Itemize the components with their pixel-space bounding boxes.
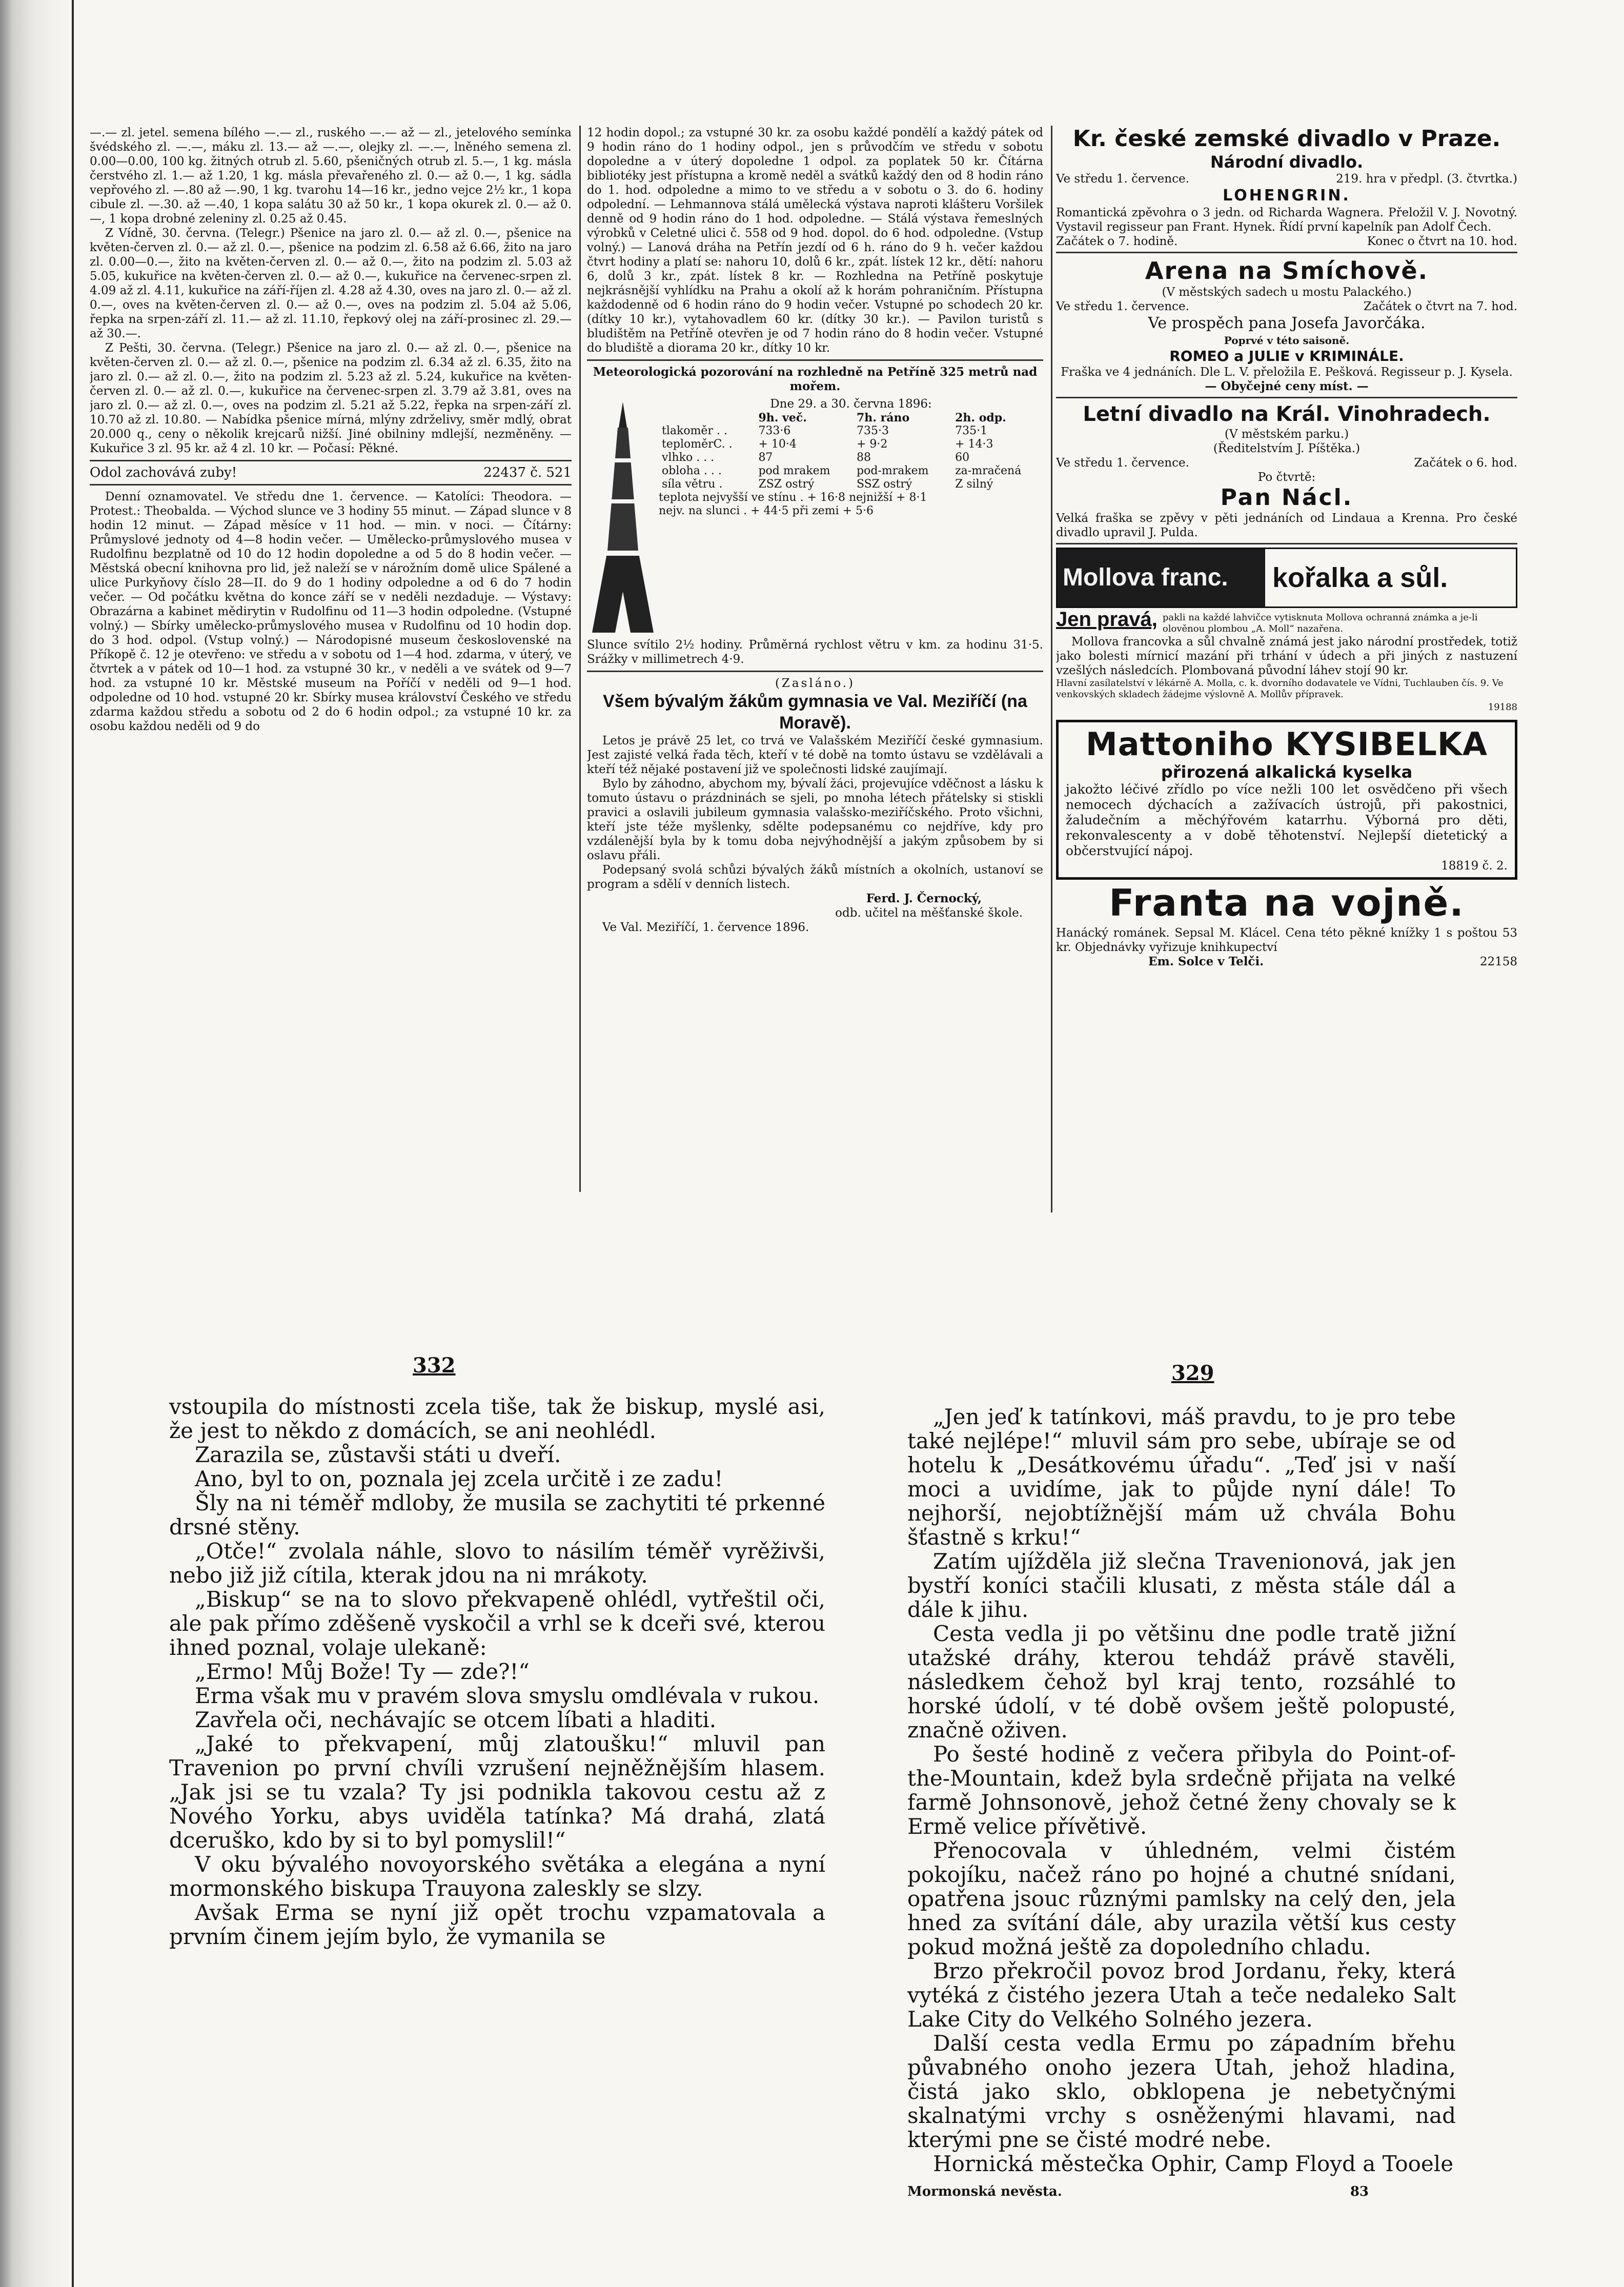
odol-ad xyxy=(90,466,572,480)
franta-firm: Em. Solce v Telči. xyxy=(1148,955,1264,968)
moll-banner-light: kořalka a sůl. xyxy=(1272,562,1448,593)
mattoni-subtitle: přirozená alkalická kyselka xyxy=(1161,762,1413,782)
book-paragraph: Šly na ni téměř mdloby, že musila se zachytiti té prkenné drsné stěny. xyxy=(169,1490,825,1540)
meteo-cell: 60 xyxy=(955,451,970,464)
column-rule xyxy=(579,126,581,1192)
summer-theater-description: Velká fraška se zpěvy v pěti jednáních od Lindaua a Krenna. Pro české divadlo upravil J. Pulda. xyxy=(1056,512,1517,539)
divider xyxy=(587,359,1043,361)
market-prices-paragraph: —.— zl. jetel. semena bílého —.— zl., ruského —.— až — zl., jetelového semínka švédského zl. —.—, máku zl. 13.— až —.—, olejky zl. —.—, lněného semena zl. 0.00—0.00, 100 kg. žitných otrub zl. 5.60, pšeničných otrub zl. 5.—, 1 kg. másla čerstvého zl. 1.— až 1.20, 1 kg. másla převařeného zl. 0.— až 0.—, 1 kg. sádla vepřového zl. —.80 až —.90, 1 kg. tvarohu 14—16 kr., jedno vejce 2½ kr., 1 kopa cibule zl. —.30. až —.40, 1 kopa salátu 30 až 50 kr., 1 kopa okurek zl. 0.— až 0.—, 1 kopa drobné zeleniny zl. 0.25 až 0.45. xyxy=(90,126,572,226)
meteo-sunshine-note: Slunce svítilo 2½ hodiny. Průměrná rychlost větru v km. za hodinu 31·5. Srážky v millimetrech 4·9. xyxy=(587,638,1043,666)
franta-footer xyxy=(1056,955,1517,969)
gymnasium-title: Všem bývalým žákům gymnasia ve Val. Meziříčí (na Moravě). xyxy=(603,692,1027,733)
meteo-title: Meteorologická pozorování na rozhledně na Petříně 325 metrů nad mořem. xyxy=(593,365,1038,393)
book-right-page xyxy=(907,1405,1456,2204)
book-left-page-number: 332 xyxy=(413,1353,456,1378)
book-paragraph: V oku bývalého novoyorského světáka a elegána a nyní mormonského biskupa Trauyona zalesklу se slzy. xyxy=(169,1852,825,1901)
gymnasium-place-date: Ve Val. Meziříčí, 1. července 1896. xyxy=(602,921,809,934)
arena-date: Ve středu 1. července. xyxy=(1056,300,1189,313)
moll-genuine-label: Jen pravá, xyxy=(1056,608,1158,631)
moll-number: 19188 xyxy=(1488,702,1517,713)
book-right-page-number: 329 xyxy=(1171,1361,1214,1385)
franta-number: 22158 xyxy=(1479,955,1517,968)
meteo-date: Dne 29. a 30. června 1896: xyxy=(770,397,932,411)
gymnasium-paragraph-3: Podepsaný svolá schůzi bývalých žáků místních a okolních, ustanoví se program a sdělí v denních listech. xyxy=(587,863,1043,891)
theater-ads-column xyxy=(1056,126,1517,969)
pest-market-paragraph: Z Pešti, 30. června. (Telegr.) Pšenice na jaro zl. 0.— až zl. 0.—, pšenice na květen-červen zl. 0.— až zl. 0.—, pšenice na podzim zl. 6.34 až zl. 6.35, žito na jaro zl. 0.— až zl. 0.—, žito na podzim zl. 5.23 až zl. 5.24, kukuřice na květen-červen zl. 0.— až zl. 0.—, kukuřice na červenec-srpen zl. 3.79 až 3.81, oves na jaro zl. 0.— až zl. 0.—, oves na podzim zl. 5.21 až 5.22, řepka na srpen-září zl. 10.70 až zl. 10.80. — Nabídka pšenice mírná, mlýny zdrželivy, směr mdlý, obrat 20.000 q., ceny o několik krejcarů nižší. Jiné obilniny mdlejší, nezměněny. — Kukuřice 3 zl. 95 kr. až 4 zl. 10 kr. — Počasí: Pěkné. xyxy=(90,341,572,455)
divider xyxy=(1056,397,1517,398)
moll-depot: Hlavní zasílatelství v lékárně A. Molla, c. k. dvorního dodavatele ve Vídni, Tuchlauben čís. 9. Ve venkovských skladech žádejme výslovně A. Mollův přípravek. xyxy=(1056,678,1504,700)
national-theater-description: Romantická zpěvohra o 3 jedn. od Richarda Wagnera. Přeložil V. J. Novotný. Vystavil regisseur pan Frant. Hynek. Řídí první kapelník pan Adolf Čech. xyxy=(1056,206,1517,234)
franta-title: Franta na vojně. xyxy=(1109,881,1465,924)
book-paragraph: Hornická městečka Ophir, Camp Floyd a Tooele xyxy=(933,2151,1454,2176)
divider xyxy=(1056,252,1517,253)
national-theater-date-row xyxy=(1056,172,1517,186)
book-signature-number: 83 xyxy=(1350,2184,1369,2199)
meteo-cell: 87 xyxy=(758,451,773,464)
arena-start: Začátek o čtvrt na 7. hod. xyxy=(1364,300,1517,313)
scan-binding-line xyxy=(72,0,74,2287)
vienna-market-paragraph: Z Vídně, 30. června. (Telegr.) Pšenice na jaro zl. 0.— až zl. 0.—, pšenice na květen-červen zl. 0.— až zl. 0.—, pšenice na podzim zl. 6.58 až 6.66, žito na jaro zl. 0.00—0.—, žito na květen-červen zl. 0.— až 0.—, žito na podzim zl. 5.03 až 5.05, kukuřice na květen-červen zl. 0.— až 0.—, kukuřice na červenec-srpen zl. 4.09 až zl. 4.11, kukuřice na září-říjen zl. 4.28 až 4.30, oves na jaro zl. 0.— až zl. 0.—, oves na květen-červen zl. 0.— až 0.—, oves na podzim zl. 5.04 až 5.06, řepka na srpen-září zl. 11.— až zl. 11.10, řepkový olej na září-prosinec zl. 29.— až 30.—. xyxy=(90,227,572,340)
market-report-column xyxy=(90,126,572,734)
national-theater-title: Kr. české zemské divadlo v Praze. xyxy=(1072,126,1501,152)
book-paragraph: Zarazila se, zůstavši státi u dveří. xyxy=(195,1442,561,1467)
book-paragraph: Ano, byl to on, poznala jej zcela určitě i ze zadu! xyxy=(195,1466,723,1491)
book-running-title: Mormonská nevěsta. xyxy=(907,2184,1062,2199)
announcements-paragraph: 12 hodin dopol.; za vstupné 30 kr. za osobu každé pondělí a každý pátek od 9 hodin ráno do 1 hodiny odpol., jen s průvodčím ve středu v sobotu dopoledne a v úterý dopoledne 1 odpol. za poplatek 50 kr. Čítárna bibliotéky jest přístupna a kromě neděl a svátků každý den od 8 hodin ráno do 1. hod. odpoledne a mimo to ve středu a v sobotu o 3. do 6. hodiny odpolední. — Lehmannova stálá umělecká výstava naproti klášteru Voršilek denně od 9 hodin ráno do 1 hod. odpoledne. — Stálá výstava řemeslných výrobků v Celetné ulici č. 558 od 9 hod. dopol. do 6 hod. odpoledne. (Vstup volný.) — Lanová dráha na Petřín jezdí od 6 h. ráno do 9 h. večer každou čtvrt hodiny a platí se: nahoru 10, dolů 6 kr., zpát. lístek 12 kr., dětí: nahoru 6, dolů 3 kr., zpát. lístek 8 kr. — Rozhledna na Petříně poskytuje nejkrásnější vyhlídku na Prahu a okolí až k horám pohraničním. Přístupna každodenně od 6 hodin ráno do 9 hodin večer. Vstupné po schodech 20 kr. (dítky 10 kr.), vytahovadlem 60 kr. (dítky 30 kr.). — Pavilon turistů s bludištěm na Petříně otevřen je od 7 hodin ráno do 8 hodin večer. Vstupné do bludiště a diorama 20 kr., dítky 10 kr. xyxy=(587,126,1043,355)
meteo-cell: 733·6 xyxy=(758,424,791,437)
gymnasium-paragraph-2: Bylo by záhodno, abychom my, bývalí žáci, projevujíce vděčnost a lásku k tomuto ústavu o prázdninách se sjeli, po mnoha létech přátelsky si stiskli pravici a oslavili jubileum gymnasia valašsko-meziříčského. Proto všichni, kteří jste téže myšlenky, sdělte podepsanému co nejdříve, kdy pro vzdálenější byla by k tomu doba nejvýhodnější a jakým způsobem by si oslavu přáli. xyxy=(587,777,1043,862)
arena-subtitle: (V městských sadech u mostu Palackého.) xyxy=(1162,286,1412,299)
mattoni-title: Mattoniho KYSIBELKA xyxy=(1086,725,1488,763)
book-paragraph: Zavřela oči, nechávajíc se otcem líbati a hladiti. xyxy=(195,1707,717,1732)
book-left-page xyxy=(169,1394,825,1949)
meteo-cell: 735·1 xyxy=(955,424,988,437)
national-theater-play: LOHENGRIN. xyxy=(1223,187,1351,205)
divider xyxy=(587,671,1043,672)
arena-prices: — Obyčejné ceny míst. — xyxy=(1205,379,1369,393)
national-theater-subtitle: Národní divadlo. xyxy=(1210,152,1364,172)
meteo-cell: + 14·3 xyxy=(955,438,993,451)
book-paragraph: „Jen jeď k tatínkovi, máš pravdu, to je pro tebe také nejlépe!“ mluvil sám pro sebe, ubíraje se od hotelu k „Desátkovému úřadu“. „Teď jsi v naší moci a uvidíme, jak to půjde nyní dále! To nejhorší, nejobtížnější mám už chvála Bohu šťastně s krku!“ xyxy=(907,1404,1456,1550)
arena-benefit: Ve prospěch pana Josefa Javorčáka. xyxy=(1148,314,1426,332)
national-theater-start: Začátek o 7. hodině. xyxy=(1056,235,1178,248)
book-paragraph: „Ermo! Můj Bože! Ty — zde?!“ xyxy=(195,1659,530,1684)
meteo-row-label: obloha . . . xyxy=(662,464,722,477)
gymnasium-signature-role: odb. učitel na měšťanské škole. xyxy=(835,906,1023,920)
divider xyxy=(90,460,572,461)
moll-banner xyxy=(1056,548,1517,608)
summer-theater-thursday: Po čtvrtě: xyxy=(1257,471,1316,484)
mattoni-text: jakožto léčivé zřídlo po více nežli 100 let osvědčeno při všech nemocech dýchacích a zažívacích ústrojů, při pakostnici, žaludečním a měchýřovém katarrhu. Výborná pro děti, rekonvalescenty a v době těhotenství. Nejlepší dietetický a občerstvující nápoj. xyxy=(1066,782,1508,858)
franta-text: Hanácký románek. Sepsal M. Klácel. Cena této pěkné knížky 1 s poštou 53 kr. Objednávky vyřizuje knihkupectví xyxy=(1056,926,1517,954)
scan-page-edge xyxy=(0,0,69,2287)
divider xyxy=(90,484,572,485)
meteo-cell: + 9·2 xyxy=(856,438,888,451)
summer-theater-date: Ve středu 1. července. xyxy=(1056,456,1189,470)
book-paragraph: Erma však mu v pravém slova smyslu omdlévala v rukou. xyxy=(195,1683,820,1708)
arena-date-row xyxy=(1056,299,1517,314)
summer-theater-play: Pan Nácl. xyxy=(1220,484,1353,511)
arena-description: Fraška ve 4 jednáních. Dle L. V. přeložila E. Pešková. Regisseur p. J. Kysela. xyxy=(1061,366,1513,379)
moll-genuine-note: pakli na každé lahvičce vytisknuta Mollova ochranná známka a je-li olověnou plombou „A. Moll“ nazařena. xyxy=(1162,612,1478,634)
odol-ad-text: Odol zachovává zuby! xyxy=(90,465,237,480)
moll-text: Mollova francovka a sůl chvalně známá jest jako národní prostředek, totiž jako bolesti mírnicí mazání při trhání v údech a při jiných z nastuzení vzešlých následcích. Plombovaná původní láhev stojí 90 kr. xyxy=(1056,635,1517,677)
book-paragraph: Brzo překročil povoz brod Jordanu, řeky, která vytéká z čistého jezera Utah a teče nedaleko Salt Lake City do Velkého Solného jezera. xyxy=(907,1958,1456,2032)
meteo-cell: SSZ ostrý xyxy=(856,478,912,491)
national-theater-subscription: 219. hra v předpl. (3. čtvrtka.) xyxy=(1336,172,1517,186)
gymnasium-signature: Ferd. J. Černocký, xyxy=(866,892,982,905)
meteo-row-label: tlakoměr . . xyxy=(662,424,727,437)
odol-ad-number: 22437 č. 521 xyxy=(483,465,572,480)
column-rule xyxy=(1051,126,1052,1212)
petrin-tower-illustration xyxy=(587,397,659,638)
meteo-cell: + 10·4 xyxy=(758,438,797,451)
sent-in-label: (Zasláno.) xyxy=(775,677,856,690)
announcements-column xyxy=(587,126,1043,1202)
meteo-cell: 735·3 xyxy=(856,424,889,437)
book-paragraph: Po šesté hodině z večera přibyla do Point-of-the-Mountain, kdež byla srdečně přijata na velké farmě Johnsonově, jehož četné ženy chovaly se k Ermě velice přívětivě. xyxy=(907,1742,1456,1839)
meteo-row-label: vlhko . . . xyxy=(662,451,715,464)
meteo-extremes-1: teplota nejvyšší ve stínu . + 16·8 nejnižší + 8·1 xyxy=(659,491,927,504)
meteo-header-afternoon: 2h. odp. xyxy=(955,411,1006,424)
divider xyxy=(1056,543,1517,544)
book-paragraph: „Biskup“ se na to slovo překvapeně ohlédl, vytřeštil oči, ale pak přímo zděšeně vyskočil a vrhl se k dceři své, kterou ihned poznal, volaje ulekaně: xyxy=(169,1587,825,1660)
meteo-cell: Z silný xyxy=(955,478,993,491)
summer-theater-subtitle: (V městském parku.) xyxy=(1224,428,1349,441)
summer-theater-start: Začátek o 6. hod. xyxy=(1414,456,1517,470)
book-paragraph: Přenocovala v úhledném, velmi čistém pokojíku, načež ráno po hojné a chutné snídani, opatřena jsouc různými pamlsky na celý den, jela hned za svítání dále, aby urazila větší kus cesty pokud možná ještě za dopoledního chladu. xyxy=(907,1838,1456,1959)
mattoni-ad xyxy=(1056,720,1517,880)
daily-announcer-paragraph: Denní oznamovatel. Ve středu dne 1. července. — Katolíci: Theodora. — Protest.: Theobalda. — Východ slunce ve 3 hodiny 55 minut. — Západ slunce v 8 hodin 12 minut. — Západ měsíce v 11 hod. — min. v noci. — Čítárny: Průmyslové jednoty od 4—8 hodin večer. — Umělecko-průmyslového musea v Rudolfinu bezplatně od 10 do 12 hodin dopoledne a od 5 do 8 hodin večer. — Městská obecní knihovna pro lid, jež naleží se v nárožním domě ulice Spálené a ulice Purkyňovy číslo 28—II. do 9 do 1 hodiny odpoledne a od 6 do 7 hodin večer. — Od počátku května do konce září se v neděli nezdaduje. — Výstavy: Obrazárna a kabinet mědirytin v Rudolfinu od 11—3 hodin odpoledne. (Vstupné volný.) — Sbírky umělecko-průmyslového musea v Rudolfinu od 10 hodin dop. do 3 hod. odpol. (Vstup volný.) — Národopisné museum československé na Příkopě č. 12 je otevřeno: ve středu a v sobotu od 1—4 hod. zdarma, v úterý, ve čtvrtek a v pátek od 10—1 hod. za vstupné 30 kr., v neděli a ve svátek od 9—7 hod. za vstupné 10 kr. Městské museum na Poříčí v neděli od 9—1 hod. odpoledne od 10 hod. vstupné 20 kr. Sbírky musea království Českého ve středu zdarma každou středu a sobotu od 2 do 6 hodin odpol.; za vstupné 10 kr. za osobu každou neděli od 9 do xyxy=(90,490,572,733)
summer-theater-title: Letní divadlo na Král. Vinohradech. xyxy=(1083,402,1491,426)
summer-theater-date-row xyxy=(1056,456,1517,470)
meteo-cell: za-mračená xyxy=(955,464,1022,477)
book-paragraph: Cesta vedla ji po většinu dne podle tratě jižní utažské dráhy, kterou tehdáž právě stavěli, následkem čehož byl kraj tento, rozsáhlé to horské údolí, v té době ovšem ještě polopusté, značně oživen. xyxy=(907,1621,1456,1743)
meteo-header-evening: 9h. več. xyxy=(758,411,807,424)
mattoni-number: 18819 č. 2. xyxy=(1441,859,1508,873)
meteo-header-morning: 7h. ráno xyxy=(856,411,910,424)
arena-first-time: Poprvé v této saisoně. xyxy=(1224,334,1350,347)
national-theater-times xyxy=(1056,234,1517,249)
meteo-row-label: teploměrC. . xyxy=(662,438,733,451)
meteo-cell: ZSZ ostrý xyxy=(758,478,815,491)
book-paragraph: „Jaké to překvapení, můj zlatoušku!“ mluvil pan Travenion po první chvíli vzrušení nejněžnějším hlasem. „Jak jsi se tu vzala? Ty jsi podnikla takovou cestu až z Nového Yorku, abys uviděla tatínka? Má drahá, zlatá dceruško, kdo by si to byl pomyslil!“ xyxy=(169,1731,825,1853)
meteo-cell: pod mrakem xyxy=(758,464,830,477)
summer-theater-management: (Ředitelstvím J. Píštěka.) xyxy=(1213,442,1361,455)
meteo-row-label: síla větru . xyxy=(662,478,723,491)
book-paragraph: Avšak Erma se nyní již opět trochu vzpamatovala a prvním činem jejím bylo, že vymanila se xyxy=(169,1900,825,1949)
national-theater-date: Ve středu 1. července. xyxy=(1056,172,1189,186)
arena-play: ROMEO a JULIE v KRIMINÁLE. xyxy=(1169,348,1404,365)
book-paragraph: „Otče!“ zvolala náhle, slovo to násilím téměř vyrěživši, nebo již již cítila, kterak jdou na ni mrákoty. xyxy=(169,1539,825,1588)
national-theater-end: Konec o čtvrt na 10. hod. xyxy=(1367,235,1517,248)
gymnasium-paragraph-1: Letos je právě 25 let, co trvá ve Valašském Meziříčí české gymnasium. Jest zajisté velká řada těch, kteří v té době na tomto ústavu se vzdělávali a kteří též nějaké postavení již ve společnosti lidské zaujímají. xyxy=(587,734,1043,776)
meteo-extremes-2: nejv. na slunci . + 44·5 při zemi + 5·6 xyxy=(659,504,874,517)
moll-banner-dark: Mollova franc. xyxy=(1058,549,1265,606)
meteo-cell: pod-mrakem xyxy=(856,464,929,477)
meteo-cell: 88 xyxy=(856,451,871,464)
meteo-table xyxy=(659,411,1043,491)
arena-title: Arena na Smíchově. xyxy=(1145,257,1429,285)
book-paragraph: vstoupila do místnosti zcela tiše, tak že biskup, myslé asi, že jest to někdo z domácích, se ani neohlédl. xyxy=(169,1394,825,1443)
book-paragraph: Další cesta vedla Ermu po západním břehu půvabného onoho jezera Utah, jehož hladina, čistá jako sklo, obklopena je nebetyčnými skalnatými vrchy s osněženými hlavami, nad kterými pne se čisté modré nebe. xyxy=(907,2031,1456,2152)
book-paragraph: Zatím ujížděla již slečna Travenionová, jak jen bystří koníci stačili klusati, z města stále dál a dále k jihu. xyxy=(907,1549,1456,1622)
